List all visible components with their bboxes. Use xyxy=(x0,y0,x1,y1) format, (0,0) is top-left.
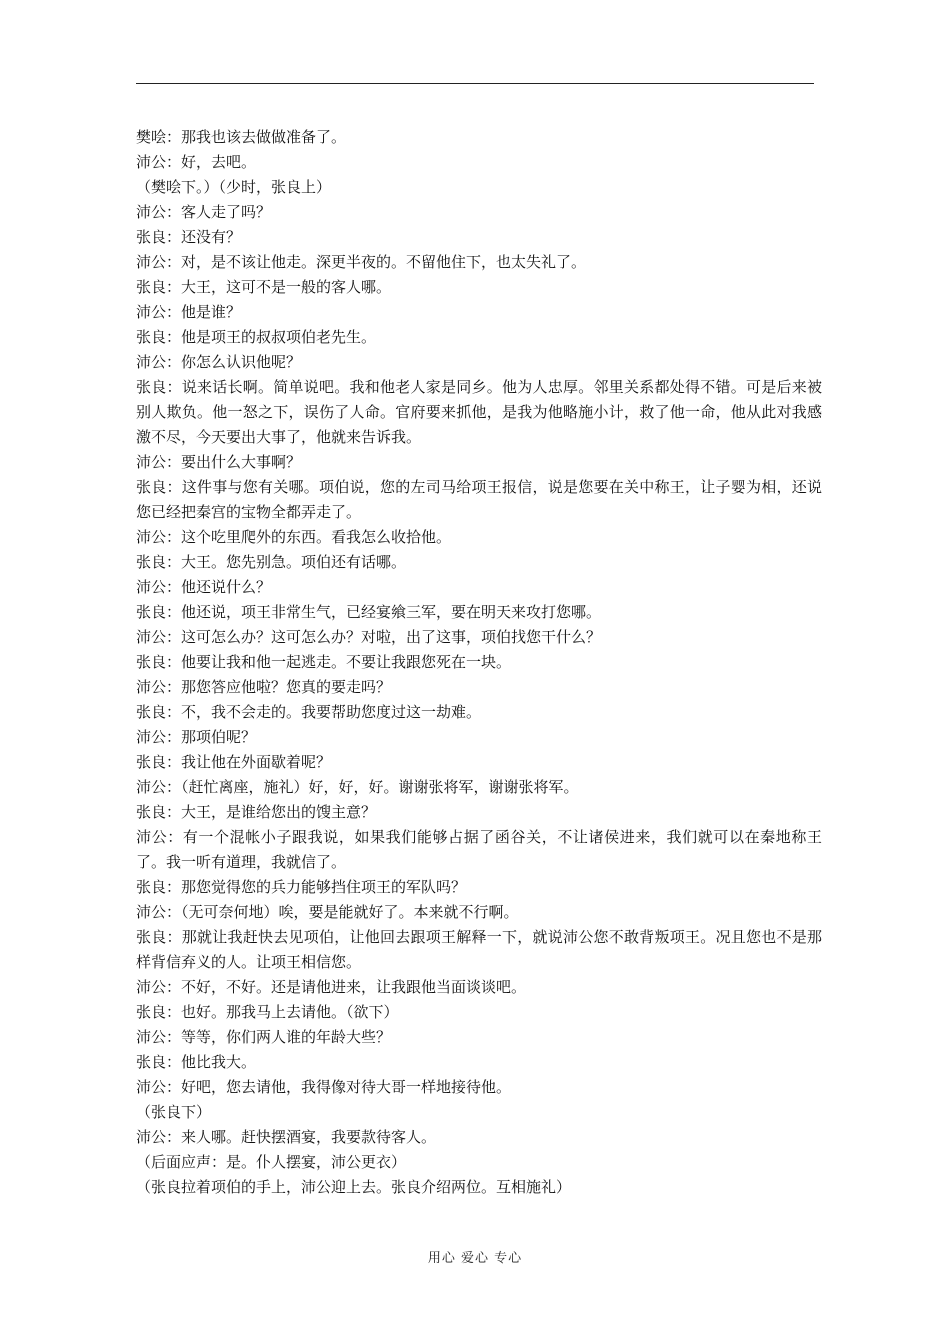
page-footer: 用心 爱心 专心 xyxy=(427,1251,523,1266)
dialogue-line: 沛公：他还说什么？ xyxy=(136,578,272,596)
dialogue-line: 樊哙：那我也该去做做准备了。 xyxy=(136,128,347,146)
stage-direction: （樊哙下。）（少时，张良上） xyxy=(136,178,332,196)
dialogue-line: 沛公：等等，你们两人谁的年龄大些？ xyxy=(136,1028,392,1046)
dialogue-paragraph: 张良：这件事与您有关哪。项伯说，您的左司马给项王报信，说是您要在关中称王，让子婴为相，还说您已经把秦宫的宝物全都弄走了。 xyxy=(136,478,822,521)
dialogue-line: 沛公：（无可奈何地）唉，要是能就好了。本来就不行啊。 xyxy=(136,903,519,921)
stage-direction: （张良下） xyxy=(136,1103,212,1121)
dialogue-line: 沛公：好，去吧。 xyxy=(136,153,257,171)
dialogue-paragraph: 张良：说来话长啊。简单说吧。我和他老人家是同乡。他为人忠厚。邻里关系都处得不错。可是后来被别人欺负。他一怒之下，误伤了人命。官府要来抓他，是我为他略施小计，救了他一命，他从此对我感激不尽，今天要出大事了，他就来告诉我。 xyxy=(136,378,822,446)
dialogue-line: 张良：大王。您先别急。项伯还有话哪。 xyxy=(136,553,407,571)
dialogue-paragraph: 沛公：有一个混帐小子跟我说，如果我们能够占据了函谷关，不让诸侯进来，我们就可以在秦地称王了。我一听有道理，我就信了。 xyxy=(136,828,822,871)
dialogue-line: 张良：不，我不会走的。我要帮助您度过这一劫难。 xyxy=(136,703,482,721)
dialogue-line: 张良：他比我大。 xyxy=(136,1053,257,1071)
dialogue-line: 沛公：客人走了吗？ xyxy=(136,203,272,221)
dialogue-line: 沛公：对，是不该让他走。深更半夜的。不留他住下，也太失礼了。 xyxy=(136,253,587,271)
dialogue-line: 沛公：来人哪。赶快摆酒宴，我要款待客人。 xyxy=(136,1128,437,1146)
dialogue-line: 沛公：这个吃里爬外的东西。看我怎么收拾他。 xyxy=(136,528,452,546)
dialogue-line: 沛公：要出什么大事啊？ xyxy=(136,453,302,471)
stage-direction: （张良拉着项伯的手上，沛公迎上去。张良介绍两位。互相施礼） xyxy=(136,1178,572,1196)
dialogue-line: 张良：他是项王的叔叔项伯老先生。 xyxy=(136,328,377,346)
dialogue-line: 沛公：他是谁？ xyxy=(136,303,242,321)
dialogue-paragraph: 张良：那就让我赶快去见项伯，让他回去跟项王解释一下，就说沛公您不敢背叛项王。况且您也不是那样背信弃义的人。让项王相信您。 xyxy=(136,928,822,971)
stage-direction: （后面应声：是。仆人摆宴，沛公更衣） xyxy=(136,1153,407,1171)
dialogue-line: 沛公：好吧，您去请他，我得像对待大哥一样地接待他。 xyxy=(136,1078,512,1096)
dialogue-line: 张良：他还说，项王非常生气，已经宴飨三军，要在明天来攻打您哪。 xyxy=(136,603,602,621)
dialogue-line: 沛公：（赶忙离座，施礼）好，好，好。谢谢张将军，谢谢张将军。 xyxy=(136,778,579,796)
header-rule xyxy=(136,83,814,84)
dialogue-line: 沛公：那您答应他啦？您真的要走吗？ xyxy=(136,678,392,696)
dialogue-line: 沛公：这可怎么办？这可怎么办？对啦，出了这事，项伯找您干什么？ xyxy=(136,628,602,646)
dialogue-line: 沛公：那项伯呢？ xyxy=(136,728,257,746)
dialogue-line: 张良：大王，是谁给您出的馊主意？ xyxy=(136,803,377,821)
dialogue-line: 张良：大王，这可不是一般的客人哪。 xyxy=(136,278,392,296)
dialogue-line: 张良：我让他在外面歇着呢？ xyxy=(136,753,332,771)
dialogue-line: 张良：还没有？ xyxy=(136,228,242,246)
dialogue-line: 张良：也好。那我马上去请他。（欲下） xyxy=(136,1003,399,1021)
dialogue-line: 张良：他要让我和他一起逃走。不要让我跟您死在一块。 xyxy=(136,653,512,671)
dialogue-line: 张良：那您觉得您的兵力能够挡住项王的军队吗？ xyxy=(136,878,467,896)
script-body xyxy=(136,125,822,1200)
dialogue-line: 沛公：你怎么认识他呢？ xyxy=(136,353,302,371)
dialogue-line: 沛公：不好，不好。还是请他进来，让我跟他当面谈谈吧。 xyxy=(136,978,527,996)
